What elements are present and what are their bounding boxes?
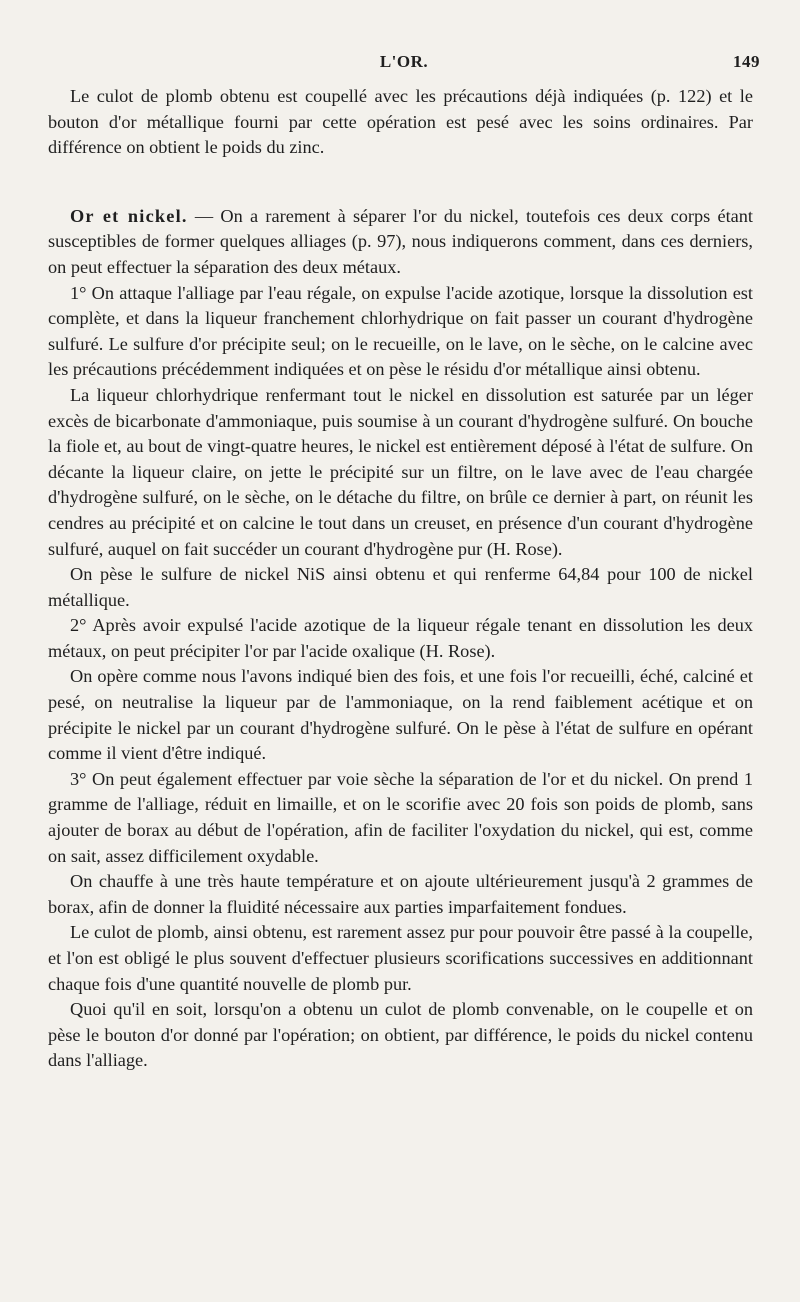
paragraph-text: 1° On attaque l'alliage par l'eau régale, on expulse l'acide azotique, lorsque la dissolution est complète, et dans la liqueur franchement chlorhydrique on fait passer un courant d'hydrogène sulfuré. Le sulfure d'or précipite seul; on le recueille, on le lave, on le sèche, on le calcine avec les précautions précédemment indiquées et on pèse le résidu d'or métallique ainsi obtenu.: [48, 282, 753, 380]
paragraph-text: Le culot de plomb obtenu est coupellé avec les précautions déjà indiquées (p. 122) et le bouton d'or métallique fourni par cette opération est pesé avec les soins ordinaires. Par différence on obtient le poids du zinc.: [48, 86, 753, 158]
paragraph-text: — On a rarement à séparer l'or du nickel, toutefois ces deux corps étant susceptibles de former quelques alliages (p. 97), nous indiquerons comment, dans ces derniers, on peut effectuer la séparation des deux métaux.: [48, 205, 753, 277]
paragraph: [48, 84, 753, 161]
paragraph: [48, 383, 753, 562]
paragraph-text: On pèse le sulfure de nickel NiS ainsi obtenu et qui renferme 64,84 pour 100 de nickel métallique.: [48, 564, 753, 610]
running-title: L'OR.: [379, 52, 429, 71]
paragraph: [48, 920, 753, 997]
paragraph-text: La liqueur chlorhydrique renfermant tout le nickel en dissolution est saturée par un léger excès de bicarbonate d'ammoniaque, puis soumise à un courant d'hydrogène sulfuré. On bouche la fiole et, au bout de vingt-quatre heures, le nickel est entièrement déposé à l'état de sulfure. On décante la liqueur claire, on jette le précipité sur un filtre, on le lave avec de l'eau chargée d'hydrogène sulfuré, on le sèche, on le détache du filtre, on brûle ce dernier à part, on réunit les cendres au précipité et on calcine le tout dans un creuset, en présence d'un courant d'hydrogène sulfuré, auquel on fait succéder un courant d'hydrogène pur (H. Rose).: [48, 384, 753, 559]
paragraph-text: Quoi qu'il en soit, lorsqu'on a obtenu un culot de plomb convenable, on le coupelle et on pèse le bouton d'or donné par l'opération; on obtient, par différence, le poids du nickel contenu dans l'alliage.: [48, 999, 753, 1071]
paragraph-text: 3° On peut également effectuer par voie sèche la séparation de l'or et du nickel. On prend 1 gramme de l'alliage, réduit en limaille, et on le scorifie avec 20 fois son poids de plomb, sans ajouter de borax au début de l'opération, afin de faciliter l'oxydation du nickel, qui est, comme on sait, assez difficilement oxydable.: [48, 768, 753, 866]
paragraph: [48, 613, 753, 664]
paragraph: [48, 664, 753, 766]
paragraph-text: On chauffe à une très haute température et on ajoute ultérieurement jusqu'à 2 grammes de borax, afin de donner la fluidité nécessaire aux parties imparfaitement fondues.: [48, 871, 753, 917]
page-number: 149: [733, 52, 760, 71]
paragraph: [48, 281, 753, 383]
paragraph: [48, 562, 753, 613]
paragraph: [48, 767, 753, 869]
body-text: [48, 84, 753, 1074]
paragraph: [48, 869, 753, 920]
section-heading: Or et nickel.: [70, 205, 188, 226]
paragraph: [48, 997, 753, 1074]
section-paragraph: [48, 204, 753, 281]
running-head: [48, 52, 760, 78]
paragraph-text: 2° Après avoir expulsé l'acide azotique de la liqueur régale tenant en dissolution les deux métaux, on peut précipiter l'or par l'acide oxalique (H. Rose).: [48, 615, 753, 661]
paragraph-text: On opère comme nous l'avons indiqué bien des fois, et une fois l'or recueilli, éché, calciné et pesé, on neutralise la liqueur par de l'ammoniaque, on la rend faiblement acétique et on précipite le nickel par un courant d'hydrogène sulfuré. On le pèse à l'état de sulfure en opérant comme il vient d'être indiqué.: [48, 666, 753, 764]
paragraph-text: Le culot de plomb, ainsi obtenu, est rarement assez pur pour pouvoir être passé à la coupelle, et l'on est obligé le plus souvent d'effectuer plusieurs scorifications successives en additionnant chaque fois d'une quantité nouvelle de plomb pur.: [48, 922, 753, 994]
